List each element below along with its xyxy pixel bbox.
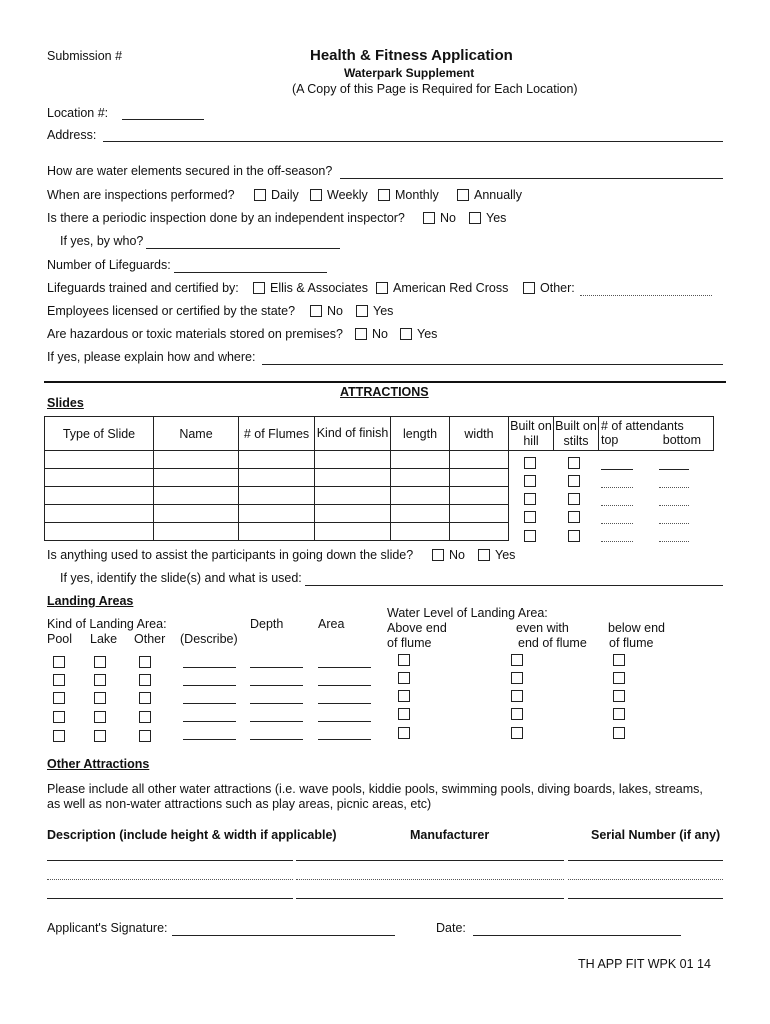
description-field[interactable] [47,860,293,861]
serial-field[interactable] [568,860,723,861]
even-end-of-flume-label: end of flume [518,636,587,650]
hill-checkbox[interactable] [524,457,536,469]
cell[interactable] [45,469,154,487]
cell[interactable] [239,451,315,469]
by-who-field[interactable] [146,248,340,249]
other-checkbox[interactable] [139,674,151,686]
independent-yes-checkbox[interactable] [469,212,481,224]
cell[interactable] [154,469,239,487]
lake-checkbox[interactable] [94,711,106,723]
description-field[interactable] [47,879,293,880]
employees-no-checkbox[interactable] [310,305,322,317]
address-label: Address: [47,128,97,142]
serial-field[interactable] [568,879,723,880]
below-end-label: below end [608,621,665,635]
other-checkbox[interactable] [139,711,151,723]
cell[interactable] [315,487,391,505]
other-attractions-heading: Other Attractions [47,757,150,771]
red-cross-checkbox[interactable] [376,282,388,294]
lake-checkbox[interactable] [94,730,106,742]
table-row [45,505,714,523]
attendants-bottom-field[interactable] [659,469,689,470]
pool-checkbox[interactable] [53,674,65,686]
trained-label: Lifeguards trained and certified by: [47,281,239,295]
annually-label: Annually [474,188,522,202]
hill-checkbox[interactable] [524,493,536,505]
annually-checkbox[interactable] [457,189,469,201]
cell[interactable] [391,469,450,487]
attendants-top-label: top [601,433,619,447]
attendants-top-field[interactable] [601,523,633,524]
assist-yes-checkbox[interactable] [478,549,490,561]
attendants-top-field[interactable] [601,487,633,488]
submission-label: Submission # [47,49,123,63]
cell[interactable] [315,505,391,523]
daily-checkbox[interactable] [254,189,266,201]
above-end-checkbox[interactable] [398,654,410,666]
lake-checkbox[interactable] [94,692,106,704]
section-divider [44,381,726,383]
lake-checkbox[interactable] [94,656,106,668]
assist-yes-label: Yes [495,548,516,562]
lake-checkbox[interactable] [94,674,106,686]
copy-note: (A Copy of this Page is Required for Each Location) [292,82,578,96]
employees-no-label: No [327,304,343,318]
employees-yes-label: Yes [373,304,394,318]
pool-checkbox[interactable] [53,692,65,704]
attendants-top-field[interactable] [601,469,633,470]
page-subtitle: Waterpark Supplement [344,66,475,80]
area-field[interactable] [318,667,371,668]
describe-label: (Describe) [180,632,238,646]
depth-field[interactable] [250,703,303,704]
cell[interactable] [315,451,391,469]
assist-label: Is anything used to assist the participants in going down the slide? [47,548,414,562]
stilts-checkbox[interactable] [568,511,580,523]
table-row [45,451,714,469]
cell[interactable] [450,451,509,469]
below-end-checkbox[interactable] [613,708,625,720]
weekly-checkbox[interactable] [310,189,322,201]
inspections-label: When are inspections performed? [47,188,235,202]
stilts-checkbox[interactable] [568,475,580,487]
independent-label: Is there a periodic inspection done by an independent inspector? [47,211,405,225]
attendants-bottom-field[interactable] [659,541,689,542]
depth-field[interactable] [250,739,303,740]
stilts-checkbox[interactable] [568,530,580,542]
cell[interactable] [154,523,239,541]
landing-heading: Landing Areas [47,594,134,608]
attendants-top-field[interactable] [601,541,633,542]
below-end-checkbox[interactable] [613,672,625,684]
cell[interactable] [450,469,509,487]
slides-header-row [45,417,714,451]
col-name: Name [154,417,239,451]
cell[interactable] [45,523,154,541]
cell[interactable] [239,487,315,505]
form-code: TH APP FIT WPK 01 14 [578,957,711,971]
area-field[interactable] [318,685,371,686]
cell[interactable] [391,487,450,505]
even-with-checkbox[interactable] [511,654,523,666]
explain-label: If yes, please explain how and where: [47,350,256,364]
cell[interactable] [450,523,509,541]
ellis-label: Ellis & Associates [270,281,368,295]
date-field[interactable] [473,935,681,936]
cell[interactable] [239,505,315,523]
manufacturer-field[interactable] [296,898,564,899]
describe-field[interactable] [183,685,236,686]
weekly-label: Weekly [327,188,368,202]
other-checkbox[interactable] [139,656,151,668]
other-label: Other [134,632,166,646]
hill-checkbox[interactable] [524,511,536,523]
area-field[interactable] [318,739,371,740]
other-cert-field[interactable] [580,295,712,296]
employees-yes-checkbox[interactable] [356,305,368,317]
col-flumes: # of Flumes [239,417,315,451]
secured-label: How are water elements secured in the off-season? [47,164,333,178]
kind-label: Kind of Landing Area: [47,617,167,631]
cell[interactable] [239,523,315,541]
secured-field[interactable] [340,178,723,179]
above-end-checkbox[interactable] [398,708,410,720]
even-with-checkbox[interactable] [511,672,523,684]
below-end-checkbox[interactable] [613,654,625,666]
depth-field[interactable] [250,685,303,686]
lifeguards-field[interactable] [174,272,327,273]
cell[interactable] [239,469,315,487]
even-with-label: even with [516,621,569,635]
daily-label: Daily [271,188,299,202]
table-row [45,469,714,487]
independent-yes-label: Yes [486,211,507,225]
depth-label: Depth [250,617,284,631]
col-length: length [391,417,450,451]
col-attendants [599,417,714,451]
above-end-checkbox[interactable] [398,672,410,684]
assist-no-checkbox[interactable] [432,549,444,561]
explain-field[interactable] [262,364,723,365]
date-label: Date: [436,921,466,935]
hill-checkbox[interactable] [524,475,536,487]
by-who-label: If yes, by who? [60,234,144,248]
describe-field[interactable] [183,721,236,722]
even-with-checkbox[interactable] [511,727,523,739]
other-cert-checkbox[interactable] [523,282,535,294]
instructions-line1: Please include all other water attractions (i.e. wave pools, kiddie pools, swimming pools, diving boards, lakes, streams, [47,782,703,796]
pool-checkbox[interactable] [53,656,65,668]
depth-field[interactable] [250,721,303,722]
other-cert-label: Other: [540,281,575,295]
identify-field[interactable] [305,585,723,586]
location-label: Location #: [47,106,109,120]
cell[interactable] [391,451,450,469]
signature-label: Applicant's Signature: [47,921,168,935]
table-row [45,523,714,541]
area-field[interactable] [318,721,371,722]
col-attendants-label: # of attendants [601,419,684,433]
water-level-label: Water Level of Landing Area: [387,606,548,620]
pool-checkbox[interactable] [53,730,65,742]
signature-field[interactable] [172,935,395,936]
cell[interactable] [154,487,239,505]
hazardous-yes-label: Yes [417,327,438,341]
identify-label: If yes, identify the slide(s) and what is used: [60,571,302,585]
describe-field[interactable] [183,667,236,668]
address-field[interactable] [103,141,723,142]
description-field[interactable] [47,898,293,899]
hill-checkbox[interactable] [524,530,536,542]
below-end-checkbox[interactable] [613,727,625,739]
hazardous-label: Are hazardous or toxic materials stored on premises? [47,327,343,341]
cell[interactable] [45,505,154,523]
manufacturer-field[interactable] [296,879,564,880]
lifeguards-label: Number of Lifeguards: [47,258,171,272]
even-with-checkbox[interactable] [511,708,523,720]
attendants-bottom-field[interactable] [659,505,689,506]
above-end-label: Above end [387,621,447,635]
above-end-checkbox[interactable] [398,727,410,739]
col-serial: Serial Number (if any) [591,828,721,842]
depth-field[interactable] [250,667,303,668]
ellis-checkbox[interactable] [253,282,265,294]
area-label: Area [318,617,345,631]
monthly-label: Monthly [395,188,439,202]
cell[interactable] [315,469,391,487]
cell[interactable] [450,487,509,505]
cell[interactable] [154,505,239,523]
cell[interactable] [45,451,154,469]
cell[interactable] [450,505,509,523]
even-with-checkbox[interactable] [511,690,523,702]
instructions-line2: as well as non-water attractions such as play areas, picnic areas, etc) [47,797,432,811]
hazardous-no-label: No [372,327,388,341]
page-title: Health & Fitness Application [310,47,513,64]
col-width: width [450,417,509,451]
col-description: Description (include height & width if applicable) [47,828,337,842]
col-manufacturer: Manufacturer [410,828,490,842]
below-of-flume-label: of flume [609,636,654,650]
manufacturer-field[interactable] [296,860,564,861]
col-built-on-hill: Built on hill [509,417,554,451]
monthly-checkbox[interactable] [378,189,390,201]
stilts-checkbox[interactable] [568,457,580,469]
attractions-heading: ATTRACTIONS [340,385,429,399]
pool-label: Pool [47,632,73,646]
area-field[interactable] [318,703,371,704]
employees-label: Employees licensed or certified by the state? [47,304,296,318]
stilts-checkbox[interactable] [568,493,580,505]
below-end-checkbox[interactable] [613,690,625,702]
table-row [45,487,714,505]
attendants-bottom-field[interactable] [659,523,689,524]
cell[interactable] [154,451,239,469]
pool-checkbox[interactable] [53,711,65,723]
cell[interactable] [391,523,450,541]
above-end-checkbox[interactable] [398,690,410,702]
cell[interactable] [391,505,450,523]
col-built-on-stilts: Built on stilts [554,417,599,451]
hazardous-no-checkbox[interactable] [355,328,367,340]
red-cross-label: American Red Cross [393,281,509,295]
cell[interactable] [45,487,154,505]
location-field[interactable] [122,119,204,120]
serial-field[interactable] [568,898,723,899]
lake-label: Lake [90,632,118,646]
attendants-top-field[interactable] [601,505,633,506]
hazardous-yes-checkbox[interactable] [400,328,412,340]
independent-no-label: No [440,211,456,225]
independent-no-checkbox[interactable] [423,212,435,224]
describe-field[interactable] [183,703,236,704]
other-checkbox[interactable] [139,692,151,704]
describe-field[interactable] [183,739,236,740]
col-kind-of-finish: Kind of finish [315,417,391,451]
other-checkbox[interactable] [139,730,151,742]
attendants-bottom-label: bottom [662,433,701,447]
slides-heading: Slides [47,396,84,410]
above-of-flume-label: of flume [387,636,432,650]
cell[interactable] [315,523,391,541]
col-type-of-slide: Type of Slide [45,417,154,451]
attendants-bottom-field[interactable] [659,487,689,488]
assist-no-label: No [449,548,465,562]
